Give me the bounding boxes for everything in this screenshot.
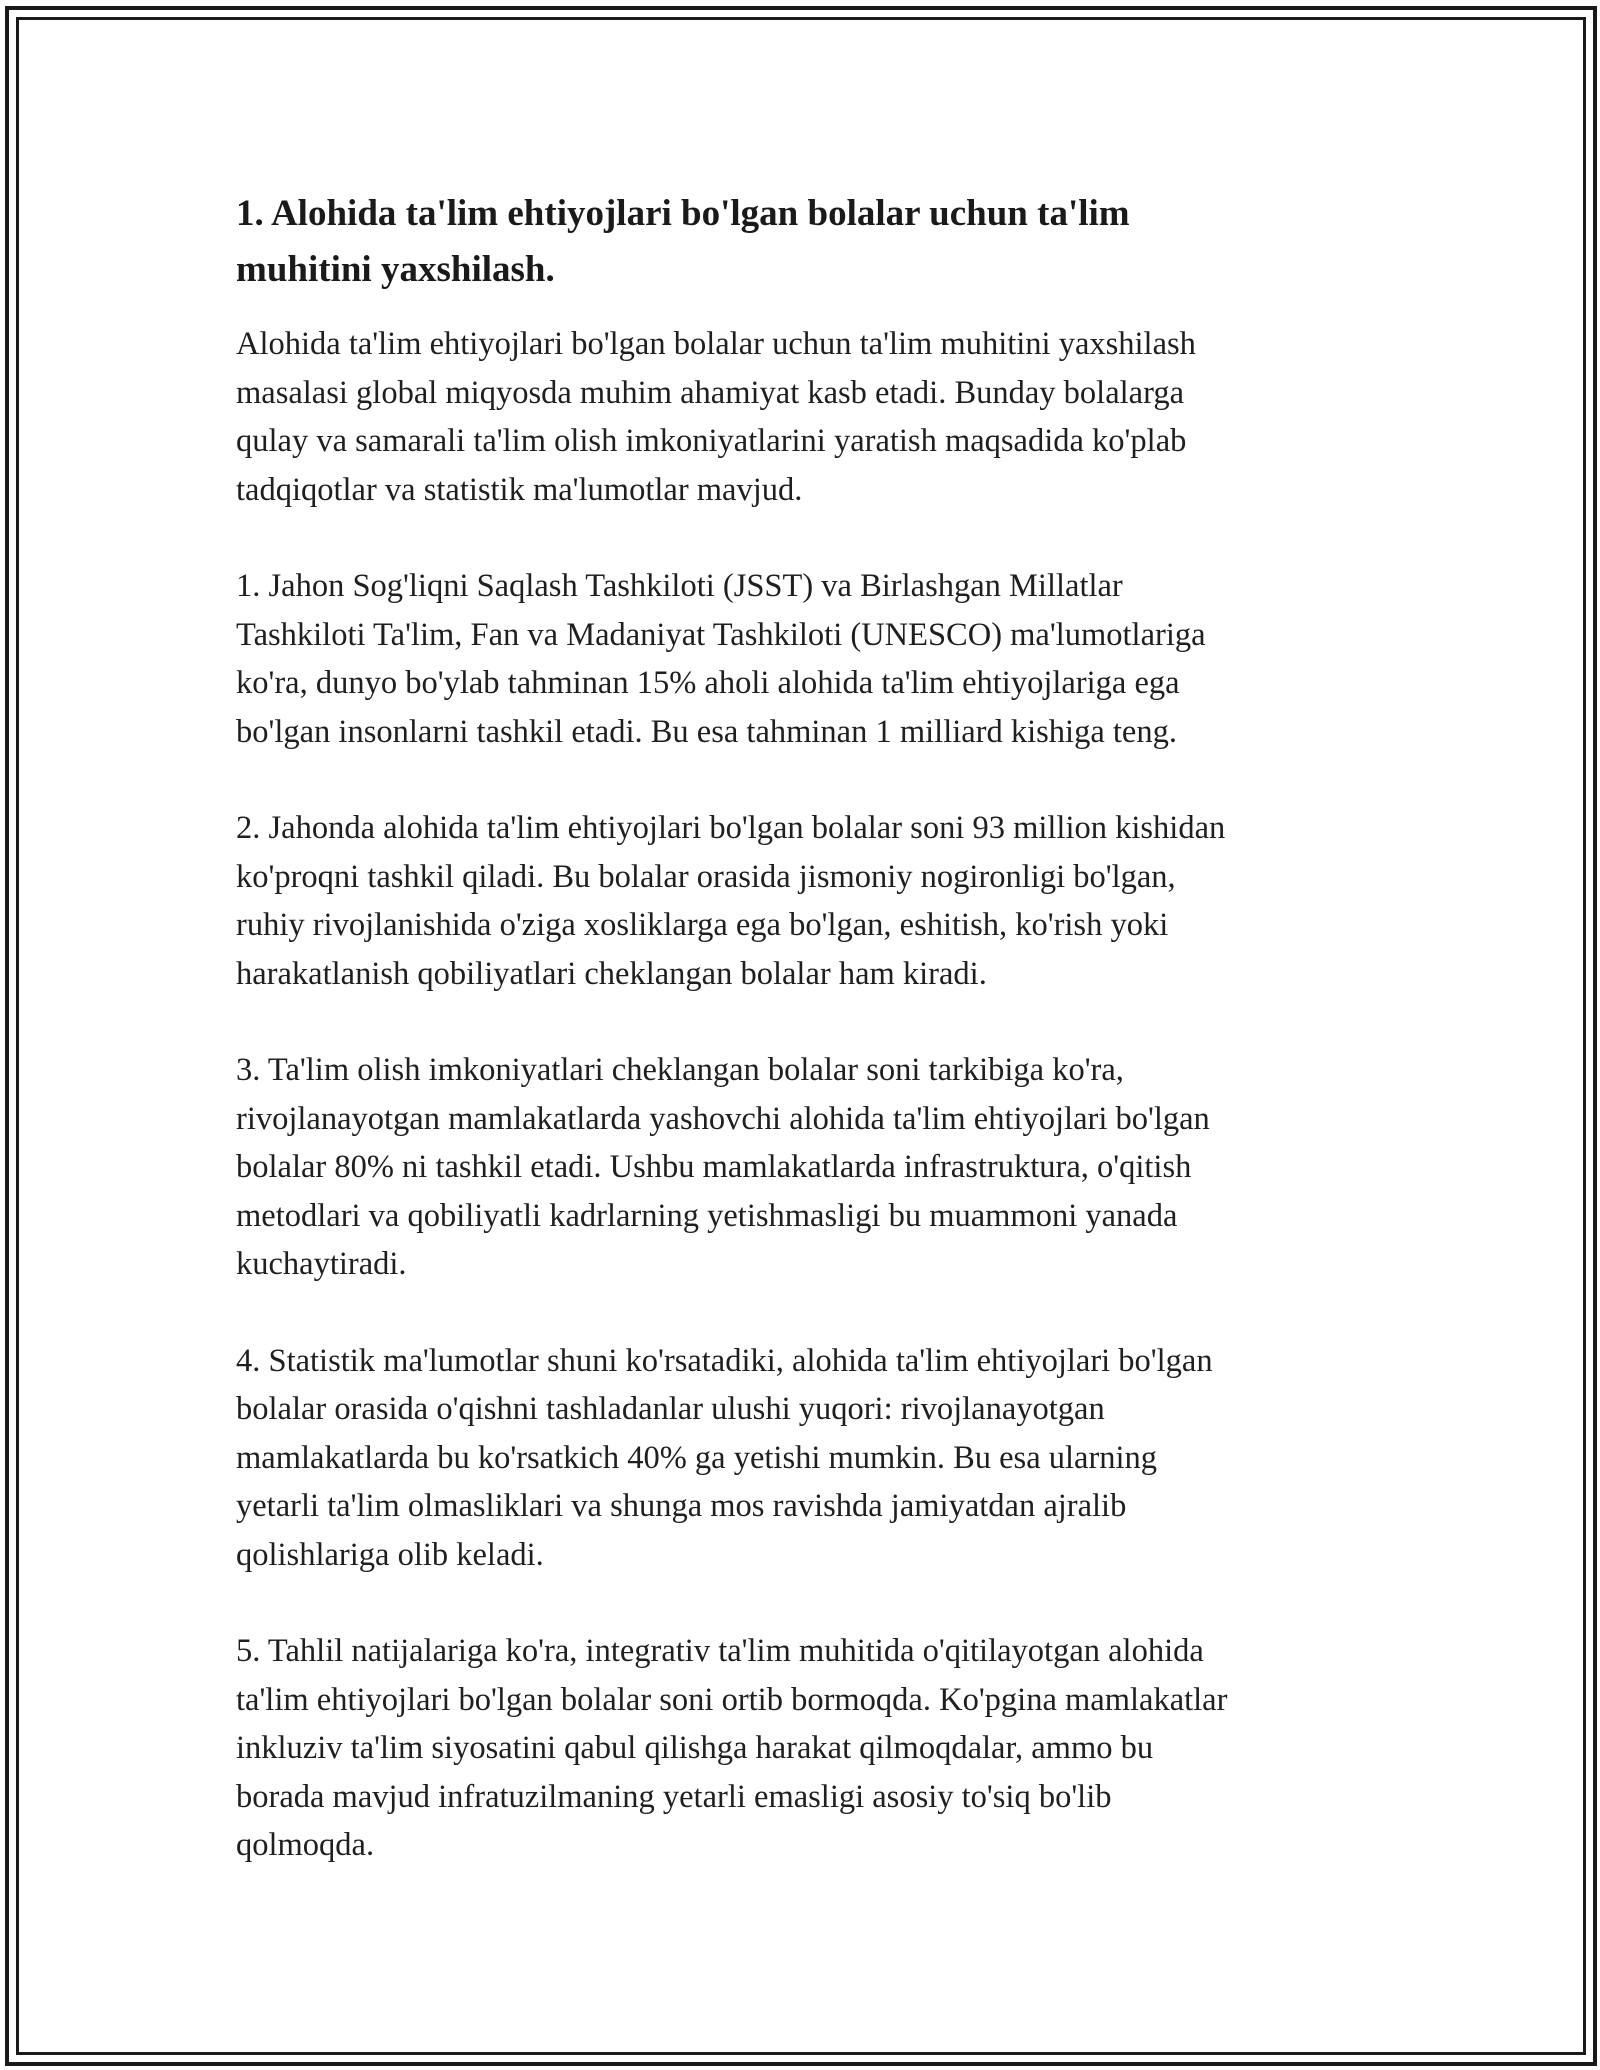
point-5-paragraph: 5. Tahlil natijalariga ko'ra, integrativ ta'lim muhitida o'qitilayotgan alohida ta'lim ehtiyojlari bo'lgan bolalar soni ortib bormoqda. Ko'pgina mamlakatlar inkluziv ta'lim siyosatini qabul qilishga harakat qilmoqdalar, ammo bu borada mavjud infratuzilmaning yetarli emasligi asosiy to'siq bo'lib qolmoqda. xyxy=(236,1633,1228,1863)
point-3-paragraph: 3. Ta'lim olish imkoniyatlari cheklangan bolalar soni tarkibiga ko'ra, rivojlanayotgan mamlakatlarda yashovchi alohida ta'lim ehtiyojlari bo'lgan bolalar 80% ni tashkil etadi. Ushbu mamlakatlarda infrastruktura, o'qitish metodlari va qobiliyatli kadrlarning yetishmasligi bu muammoni yanada kuchaytiradi. xyxy=(236,1052,1210,1282)
section-heading: 1. Alohida ta'lim ehtiyojlari bo'lgan bolalar uchun ta'lim muhitini yaxshilash. xyxy=(236,193,1130,290)
point-2-paragraph: 2. Jahonda alohida ta'lim ehtiyojlari bo'lgan bolalar soni 93 million kishidan ko'proqni tashkil qiladi. Bu bolalar orasida jismoniy nogironligi bo'lgan, ruhiy rivojlanishida o'ziga xosliklarga ega bo'lgan, eshitish, ko'rish yoki harakatlanish qobiliyatlari cheklangan bolalar ham kiradi. xyxy=(236,810,1226,992)
document-body xyxy=(236,186,1366,1918)
point-4-paragraph: 4. Statistik ma'lumotlar shuni ko'rsatadiki, alohida ta'lim ehtiyojlari bo'lgan bolalar orasida o'qishni tashladanlar ulushi yuqori: rivojlanayotgan mamlakatlarda bu ko'rsatkich 40% ga yetishi mumkin. Bu esa ularning yetarli ta'lim olmasliklari va shunga mos ravishda jamiyatdan ajralib qolishlariga olib keladi. xyxy=(236,1342,1213,1573)
intro-paragraph: Alohida ta'lim ehtiyojlari bo'lgan bolalar uchun ta'lim muhitini yaxshilash masalasi global miqyosda muhim ahamiyat kasb etadi. Bunday bolalarga qulay va samarali ta'lim olish imkoniyatlarini yaratish maqsadida ko'plab tadqiqotlar va statistik ma'lumotlar mavjud. xyxy=(236,326,1196,508)
point-1-paragraph: 1. Jahon Sog'liqni Saqlash Tashkiloti (JSST) va Birlashgan Millatlar Tashkiloti Ta'lim, Fan va Madaniyat Tashkiloti (UNESCO) ma'lumotlariga ko'ra, dunyo bo'ylab tahminan 15% aholi alohida ta'lim ehtiyojlariga ega bo'lgan insonlarni tashkil etadi. Bu esa tahminan 1 milliard kishiga teng. xyxy=(236,568,1206,750)
